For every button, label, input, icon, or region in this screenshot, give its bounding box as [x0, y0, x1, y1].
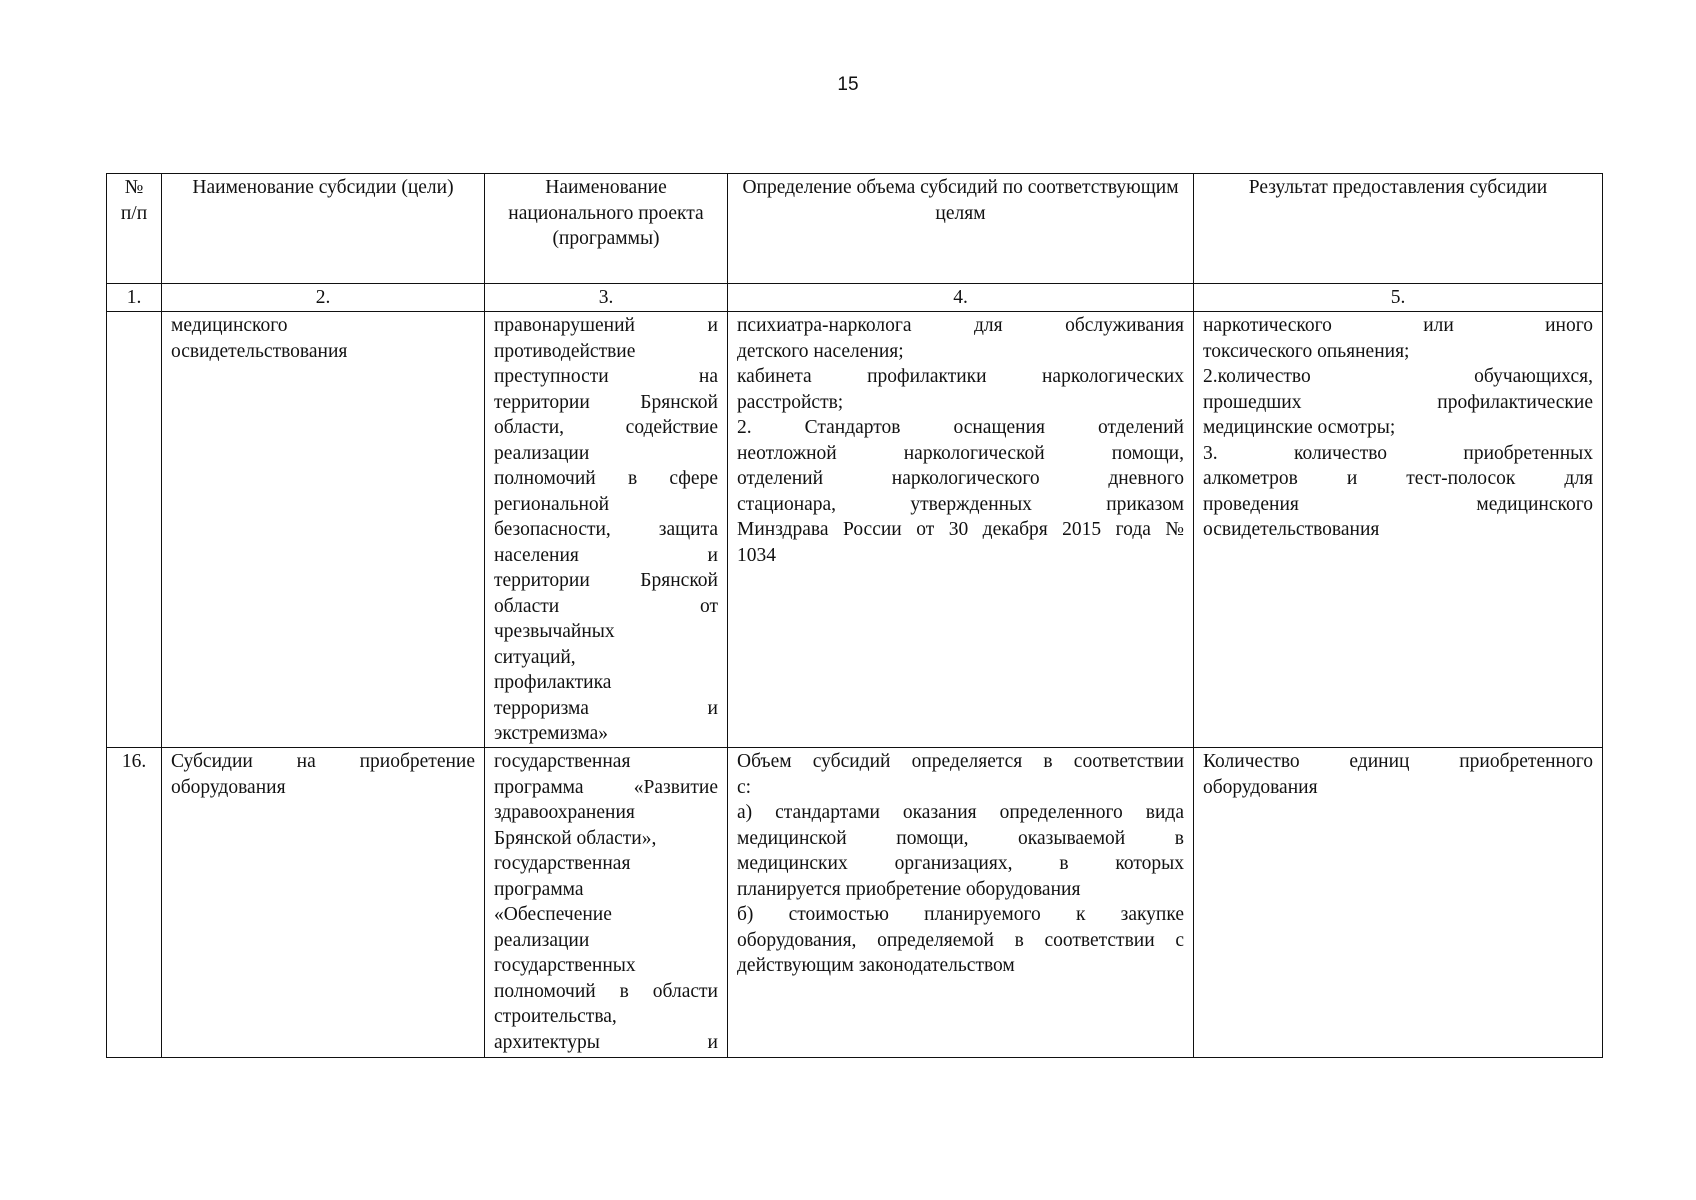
- national-project-cell: [485, 312, 728, 748]
- text-line: Субсидии на приобретение: [171, 751, 475, 772]
- text-line: проведения медицинского: [1203, 493, 1593, 515]
- text-line: алкометров и тест-полосок для: [1203, 468, 1593, 489]
- text-line: оборудования: [171, 776, 286, 798]
- text-line: здравоохранения: [494, 802, 635, 823]
- text-line: детского населения;: [737, 340, 904, 362]
- text-line: токсического опьянения;: [1203, 340, 1410, 362]
- text-line: прошедших профилактические: [1203, 391, 1593, 413]
- text-line: наркотического или иного: [1203, 315, 1593, 336]
- text-line: кабинета профилактики наркологических: [737, 366, 1184, 387]
- header-number: № п/п: [107, 174, 162, 284]
- text-line: медицинских организациях, в которых: [737, 853, 1184, 874]
- text-line: 2. Стандартов оснащения отделений: [737, 417, 1184, 438]
- text-line: преступности на: [494, 366, 718, 387]
- text-line: с:: [737, 776, 752, 798]
- text-line: планируется приобретение оборудования: [737, 878, 1081, 900]
- text-line: оборудования: [1203, 776, 1318, 798]
- text-line: территории Брянской: [494, 570, 718, 591]
- text-line: области, содействие: [494, 417, 718, 438]
- text-line: профилактика: [494, 672, 612, 693]
- row-number: [107, 312, 162, 748]
- table-row: [107, 312, 1603, 748]
- text-line: архитектуры и: [494, 1031, 718, 1053]
- subsidy-volume-cell: [728, 312, 1194, 748]
- national-project-cell: [485, 748, 728, 1058]
- text-line: действующим законодательством: [737, 955, 1015, 976]
- text-line: освидетельствования: [171, 340, 348, 362]
- text-line: ситуаций,: [494, 646, 576, 668]
- text-line: Брянской области»,: [494, 827, 657, 849]
- header-subsidy-name: Наименование субсидии (цели): [162, 174, 485, 284]
- text-line: медицинского: [171, 315, 288, 336]
- text-line: реализации: [494, 442, 590, 464]
- text-line: государственных: [494, 955, 636, 976]
- column-number: 5.: [1194, 284, 1603, 312]
- text-line: области от: [494, 595, 718, 617]
- table-row: [107, 748, 1603, 1058]
- text-line: стационара, утвержденных приказом: [737, 493, 1184, 515]
- text-line: «Обеспечение: [494, 904, 612, 925]
- text-line: полномочий в сфере: [494, 468, 718, 489]
- text-line: медицинской помощи, оказываемой в: [737, 827, 1184, 849]
- text-line: б) стоимостью планируемого к закупке: [737, 904, 1184, 925]
- text-line: психиатра-нарколога для обслуживания: [737, 315, 1184, 336]
- subsidy-result-cell: [1194, 312, 1603, 748]
- text-line: государственная: [494, 751, 631, 772]
- subsidy-volume-cell: [728, 748, 1194, 1058]
- text-line: строительства,: [494, 1006, 617, 1027]
- text-line: 3. количество приобретенных: [1203, 442, 1593, 464]
- text-line: а) стандартами оказания определенного вида: [737, 802, 1184, 823]
- text-line: реализации: [494, 929, 590, 951]
- text-line: экстремизма»: [494, 723, 608, 744]
- text-line: неотложной наркологической помощи,: [737, 442, 1184, 464]
- column-number-row: [107, 284, 1603, 312]
- text-line: территории Брянской: [494, 391, 718, 413]
- text-line: расстройств;: [737, 391, 844, 413]
- text-line: программа: [494, 878, 584, 900]
- text-line: региональной: [494, 493, 610, 515]
- subsidy-result-cell: [1194, 748, 1603, 1058]
- subsidy-name-cell: [162, 312, 485, 748]
- text-line: правонарушений и: [494, 315, 718, 336]
- text-line: терроризма и: [494, 697, 718, 719]
- text-line: населения и: [494, 544, 718, 566]
- subsidy-table: [106, 173, 1603, 1058]
- text-line: отделений наркологического дневного: [737, 468, 1184, 489]
- column-number: 4.: [728, 284, 1194, 312]
- header-subsidy-result: Результат предоставления субсидии: [1194, 174, 1603, 284]
- subsidy-name-cell: [162, 748, 485, 1058]
- header-subsidy-volume: Определение объема субсидий по соответствующим целям: [728, 174, 1194, 284]
- text-line: программа «Развитие: [494, 776, 718, 798]
- column-number: 3.: [485, 284, 728, 312]
- text-line: чрезвычайных: [494, 621, 615, 642]
- text-line: полномочий в области: [494, 980, 718, 1002]
- text-line: Минздрава России от 30 декабря 2015 года №: [737, 519, 1184, 540]
- text-line: 1034: [737, 544, 776, 566]
- header-national-project: Наименование национального проекта (программы): [485, 174, 728, 284]
- text-line: безопасности, защита: [494, 519, 718, 540]
- page-number: 15: [837, 74, 859, 95]
- table-header-row: [107, 174, 1603, 284]
- column-number: 2.: [162, 284, 485, 312]
- text-line: государственная: [494, 853, 631, 874]
- text-line: Объем субсидий определяется в соответствии: [737, 751, 1184, 772]
- text-line: противодействие: [494, 340, 636, 362]
- text-line: 2.количество обучающихся,: [1203, 366, 1593, 387]
- text-line: оборудования, определяемой в соответствии с: [737, 929, 1184, 951]
- text-line: медицинские осмотры;: [1203, 417, 1396, 438]
- text-line: освидетельствования: [1203, 519, 1380, 540]
- row-number: 16.: [107, 748, 162, 1058]
- column-number: 1.: [107, 284, 162, 312]
- text-line: Количество единиц приобретенного: [1203, 751, 1593, 772]
